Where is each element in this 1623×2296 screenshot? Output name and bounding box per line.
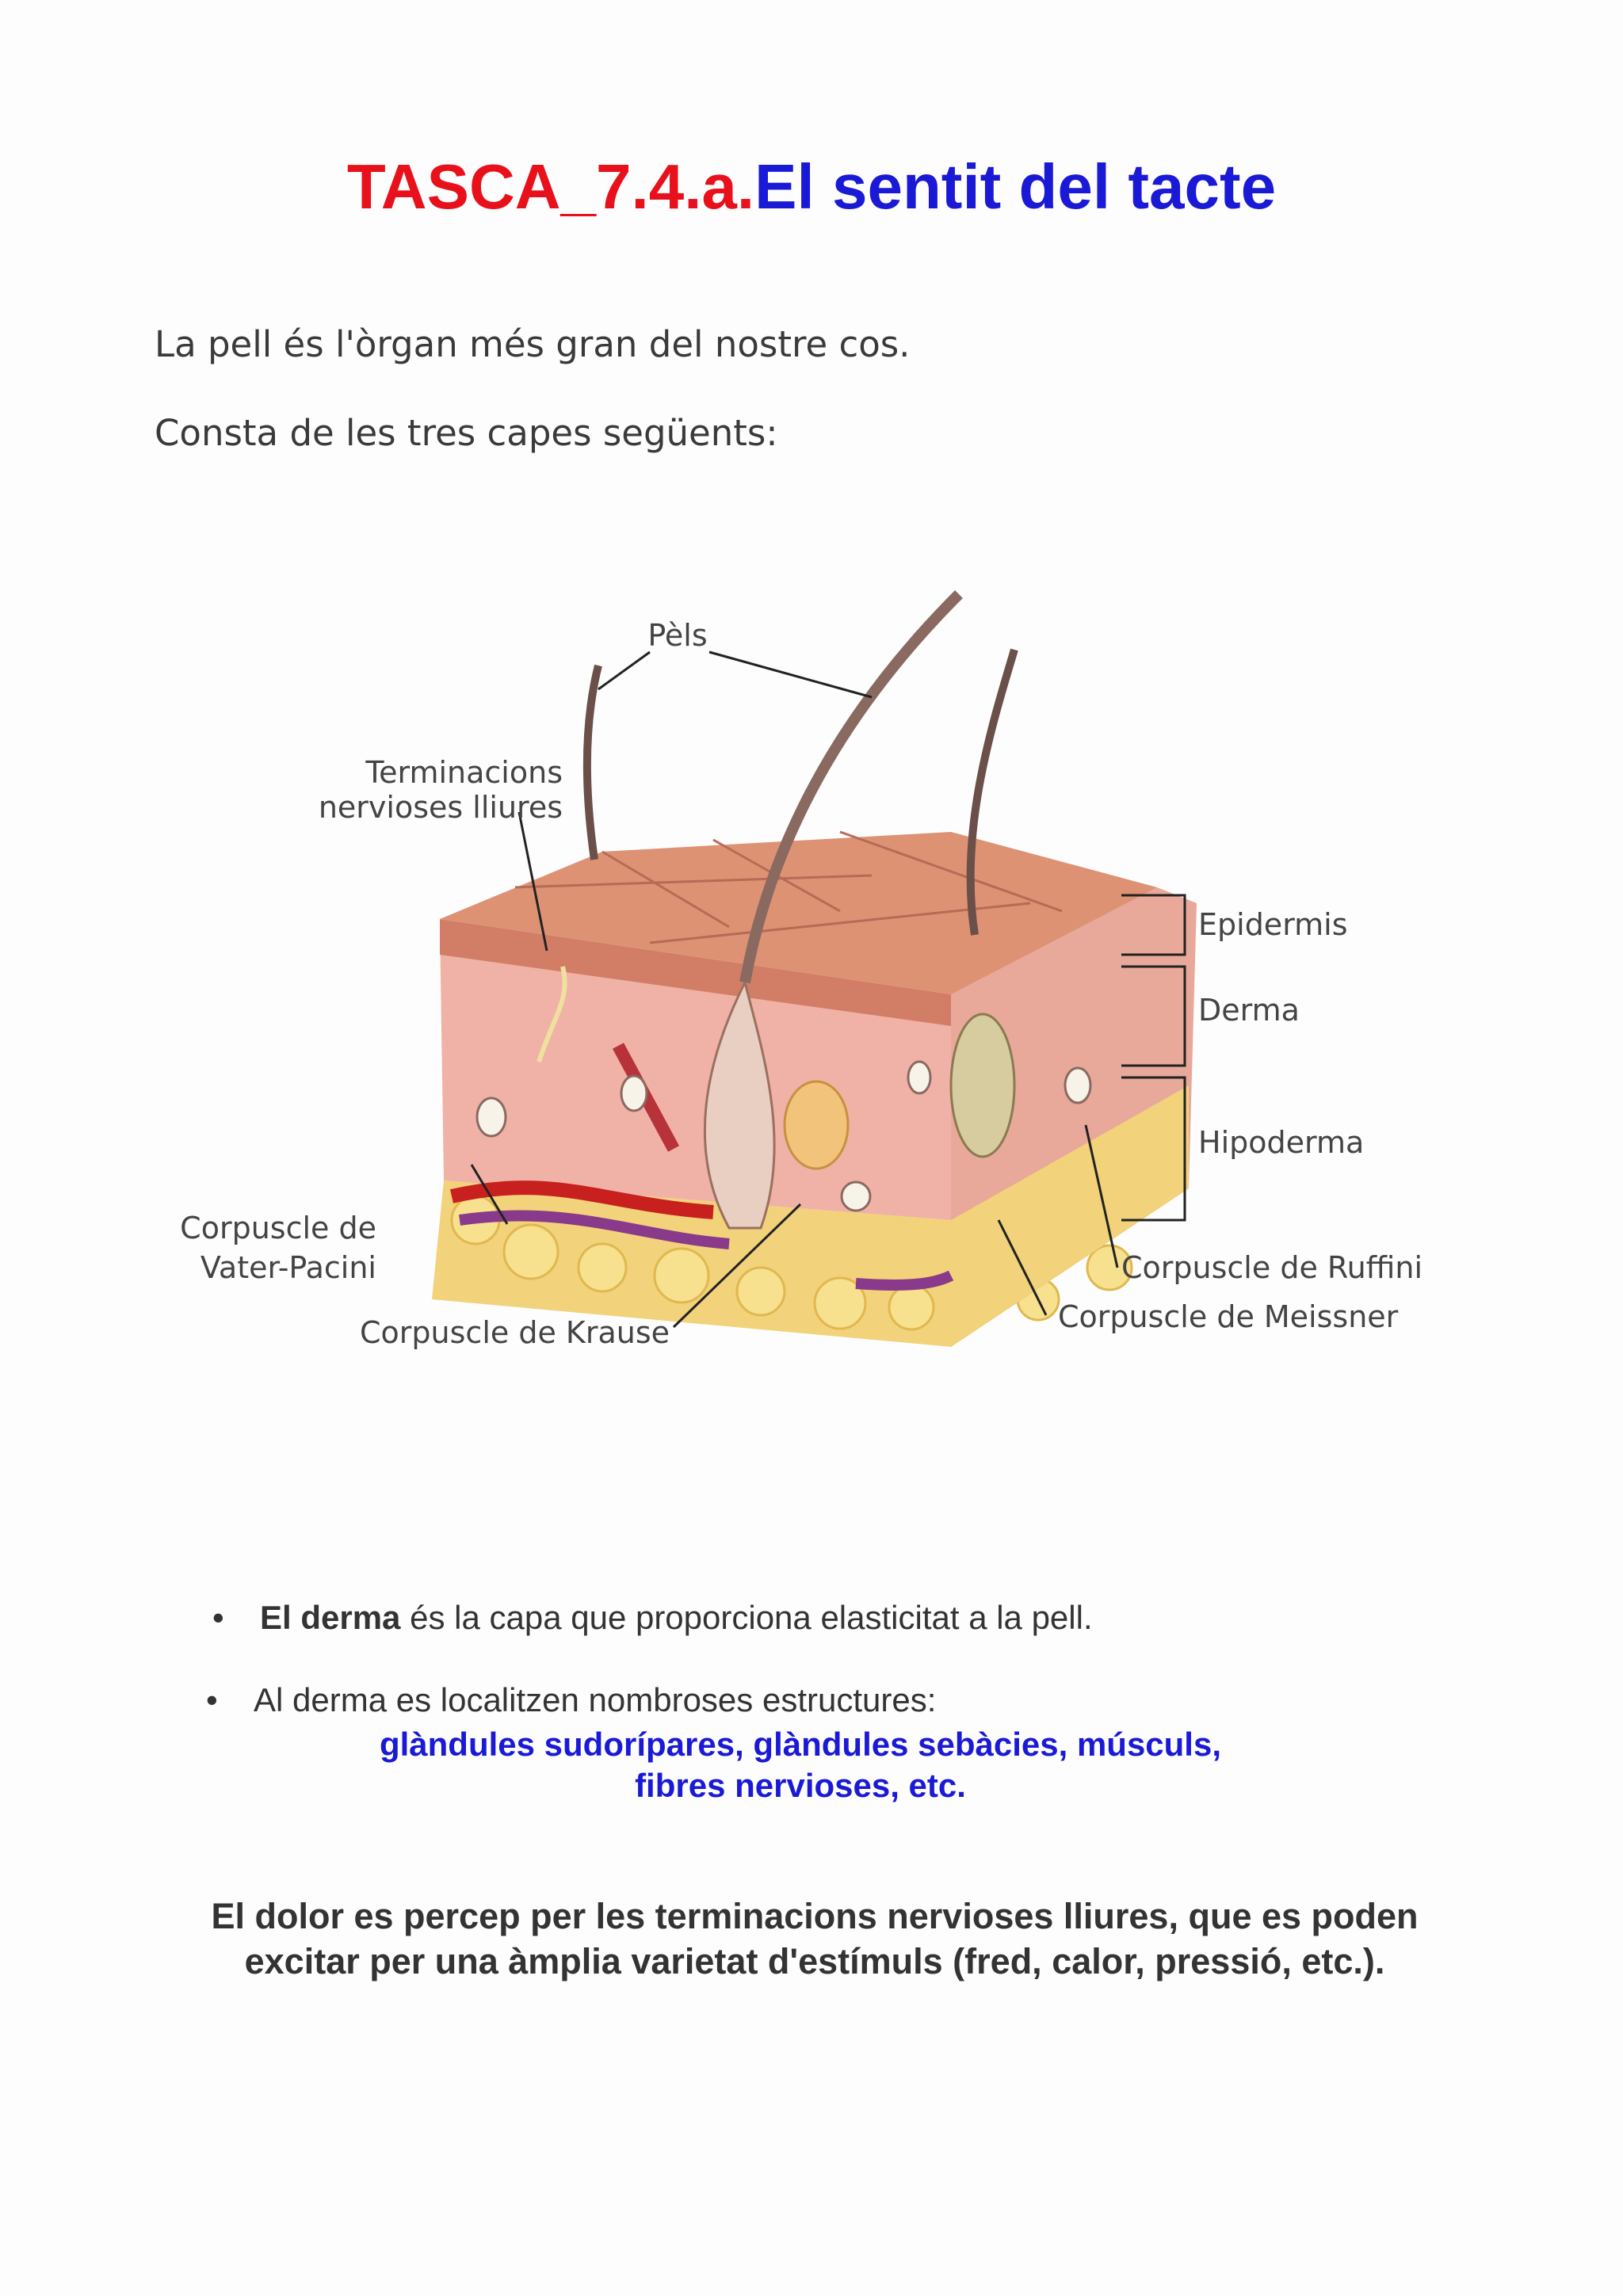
label-pels: Pèls: [647, 618, 708, 653]
bullet-dot: •: [212, 1599, 224, 1636]
intro-paragraph-2: Consta de les tres capes següents:: [155, 412, 778, 454]
closing-line-1: El dolor es percep per les terminacions nervioses lliures, que es poden: [211, 1896, 1419, 1936]
label-terminacions-2: nervioses lliures: [318, 790, 563, 825]
label-ruffini: Corpuscle de Ruffini: [1121, 1250, 1423, 1285]
bullet-text: Al derma es localitzen nombroses estructures:: [254, 1681, 937, 1718]
hair-left: [587, 666, 598, 860]
label-vater-2: Vater-Pacini: [200, 1250, 376, 1285]
structures-list-line-1: glàndules sudorípares, glàndules sebàcies, músculs,: [379, 1726, 1222, 1763]
label-krause: Corpuscle de Krause: [360, 1315, 670, 1350]
skin-diagram: [158, 570, 1458, 1363]
sebaceous-gland: [785, 1081, 848, 1169]
skin-diagram-svg: [158, 570, 1458, 1363]
page-title: [0, 151, 1623, 223]
label-hipoderma: Hipoderma: [1198, 1125, 1365, 1160]
closing-line-2: excitar per una àmplia varietat d'estímuls (fred, calor, pressió, etc.).: [244, 1941, 1385, 1981]
label-vater-1: Corpuscle de: [180, 1211, 376, 1245]
label-terminacions-1: Terminacions: [365, 755, 563, 790]
bullet-dot: •: [206, 1681, 218, 1718]
bullet-item-structures: [206, 1681, 937, 1719]
bullet-item-derma: [212, 1599, 1093, 1637]
label-meissner: Corpuscle de Meissner: [1058, 1299, 1399, 1334]
label-epidermis: Epidermis: [1198, 907, 1348, 942]
bullet-bold-term: El derma: [260, 1599, 401, 1636]
bullet-text: és la capa que proporciona elasticitat a la pell.: [400, 1599, 1093, 1636]
structures-list-line-2: fibres nervioses, etc.: [635, 1767, 966, 1804]
intro-paragraph-1: La pell és l'òrgan més gran del nostre cos.: [155, 323, 911, 365]
label-derma: Derma: [1198, 993, 1300, 1028]
title-topic: El sentit del tacte: [754, 151, 1277, 222]
sweat-gland: [951, 1014, 1014, 1157]
title-task-code: TASCA_7.4.a.: [346, 151, 755, 222]
